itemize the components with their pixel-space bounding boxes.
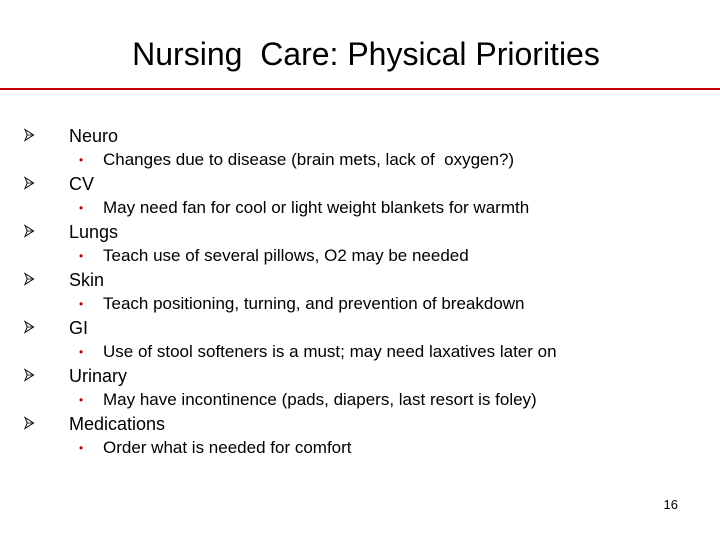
- dot-bullet-icon: •: [79, 297, 84, 311]
- arrowhead-bullet-icon: [22, 128, 36, 142]
- arrowhead-bullet-icon: [22, 272, 36, 286]
- topic-label: Lungs: [69, 222, 119, 242]
- dot-bullet-icon: •: [79, 153, 84, 167]
- topic-list: [22, 124, 702, 460]
- dot-bullet-icon: •: [79, 201, 84, 215]
- list-item: [22, 124, 702, 172]
- list-item: [22, 220, 702, 268]
- arrowhead-bullet-icon: [22, 320, 36, 334]
- arrowhead-bullet-icon: [22, 416, 36, 430]
- arrowhead-bullet-icon: [22, 176, 36, 190]
- dot-bullet-icon: •: [79, 393, 84, 407]
- topic-label: GI: [69, 318, 89, 338]
- topic-detail: Changes due to disease (brain mets, lack of oxygen?): [103, 150, 515, 169]
- slide-title: Nursing Care: Physical Priorities: [132, 36, 600, 72]
- arrowhead-bullet-icon: [22, 224, 36, 238]
- list-item: [22, 316, 702, 364]
- dot-bullet-icon: •: [79, 441, 84, 455]
- topic-detail: May have incontinence (pads, diapers, last resort is foley): [103, 390, 537, 409]
- dot-bullet-icon: •: [79, 345, 84, 359]
- topic-label: Medications: [69, 414, 166, 434]
- topic-label: CV: [69, 174, 95, 194]
- dot-bullet-icon: •: [79, 249, 84, 263]
- list-item: [22, 172, 702, 220]
- title-divider: [0, 88, 720, 90]
- list-item: [22, 364, 702, 412]
- topic-detail: Teach use of several pillows, O2 may be needed: [103, 246, 469, 265]
- arrowhead-bullet-icon: [22, 368, 36, 382]
- topic-label: Urinary: [69, 366, 128, 386]
- topic-detail: Order what is needed for comfort: [103, 438, 352, 457]
- topic-label: Neuro: [69, 126, 119, 146]
- topic-detail: Use of stool softeners is a must; may need laxatives later on: [103, 342, 557, 361]
- topic-label: Skin: [69, 270, 105, 290]
- list-item: [22, 412, 702, 460]
- page-number: 16: [663, 497, 678, 512]
- topic-detail: May need fan for cool or light weight blankets for warmth: [103, 198, 530, 217]
- topic-detail: Teach positioning, turning, and prevention of breakdown: [103, 294, 525, 313]
- list-item: [22, 268, 702, 316]
